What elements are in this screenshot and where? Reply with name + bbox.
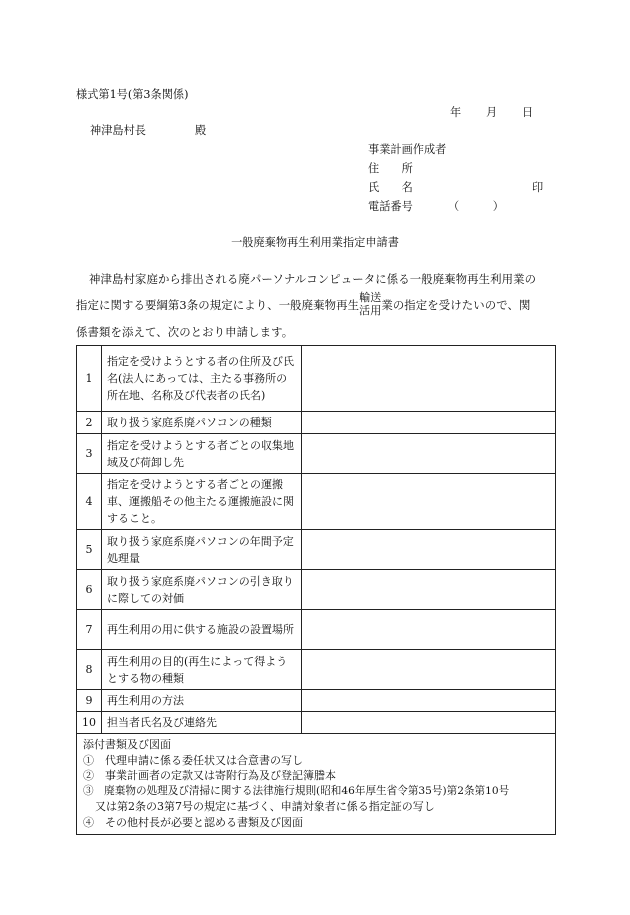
row-entry-field[interactable] — [302, 712, 556, 734]
body-line-2-post: 業の指定を受けたいので、関 — [381, 298, 531, 312]
row-label: 取り扱う家庭系廃パソコンの年間予定処理量 — [102, 530, 302, 570]
row-label: 指定を受けようとする者の住所及び氏名(法人にあっては、主たる事務所の所在地、名称及び代表者の氏名) — [102, 346, 302, 412]
row-entry-field[interactable] — [302, 412, 556, 434]
body-line-2 — [76, 292, 556, 319]
body-line-3: 係書類を添えて、次のとおり申請します。 — [76, 325, 294, 339]
application-table — [76, 345, 556, 835]
row-label: 再生利用の目的(再生によって得ようとする物の種類 — [102, 650, 302, 690]
table-row — [77, 530, 556, 570]
document-title: 一般廃棄物再生利用業指定申請書 — [231, 236, 399, 249]
row-entry-field[interactable] — [302, 530, 556, 570]
applicant-phone-label: 電話番号 — [368, 200, 413, 213]
attachments-cell — [77, 734, 556, 835]
attachment-item: ③ 廃棄物の処理及び清掃に関する法律施行規則(昭和46年厚生省令第35号)第2条第10号 — [83, 784, 510, 797]
row-number: 5 — [77, 530, 102, 570]
table-row — [77, 570, 556, 610]
row-entry-field[interactable] — [302, 690, 556, 712]
row-label: 取り扱う家庭系廃パソコンの種類 — [102, 412, 302, 434]
attachment-item: ④ その他村長が必要と認める書類及び図面 — [83, 815, 303, 829]
table-row — [77, 610, 556, 650]
body-paragraph — [76, 266, 556, 345]
recipient-honorific: 殿 — [195, 124, 207, 137]
row-number: 3 — [77, 434, 102, 474]
attachment-item: ① 代理申請に係る委任状又は合意書の写し — [83, 753, 303, 767]
body-line-2-pre: 指定に関する要綱第3条の規定により、一般廃棄物再生 — [76, 298, 360, 312]
table-row — [77, 346, 556, 412]
row-number: 2 — [77, 412, 102, 434]
row-entry-field[interactable] — [302, 650, 556, 690]
recipient-name: 神津島村長 — [90, 124, 146, 137]
row-label: 指定を受けようとする者ごとの収集地域及び荷卸し先 — [102, 434, 302, 474]
date-month: 月 — [486, 106, 498, 119]
row-number: 1 — [77, 346, 102, 412]
row-entry-field[interactable] — [302, 474, 556, 530]
row-number: 6 — [77, 570, 102, 610]
table-row — [77, 474, 556, 530]
row-entry-field[interactable] — [302, 610, 556, 650]
table-row — [77, 434, 556, 474]
applicant-address-label: 住 所 — [368, 162, 413, 175]
row-label: 再生利用の用に供する施設の設置場所 — [102, 610, 302, 650]
table-row — [77, 712, 556, 734]
row-entry-field[interactable] — [302, 434, 556, 474]
applicant-name-label: 氏 名 — [368, 181, 413, 194]
row-label: 再生利用の方法 — [102, 690, 302, 712]
row-number: 7 — [77, 610, 102, 650]
row-entry-field[interactable] — [302, 346, 556, 412]
table-row — [77, 690, 556, 712]
attachment-item: ② 事業計画者の定款又は寄附行為及び登記簿謄本 — [83, 769, 336, 782]
attachment-item-continued: 又は第2条の3第7号の規定に基づく、申請対象者に係る指定証の写し — [95, 800, 435, 813]
row-label: 取り扱う家庭系廃パソコンの引き取りに際しての対価 — [102, 570, 302, 610]
business-type-choice — [359, 291, 381, 317]
row-number: 4 — [77, 474, 102, 530]
choice-transport: 輸送 — [359, 291, 382, 304]
applicant-title: 事業計画作成者 — [368, 143, 447, 156]
applicant-phone-parens: （ ） — [448, 200, 504, 213]
seal-mark: 印 — [532, 181, 544, 194]
row-entry-field[interactable] — [302, 570, 556, 610]
attachments-heading: 添付書類及び図面 — [83, 738, 171, 751]
row-number: 10 — [77, 712, 102, 734]
table-row — [77, 650, 556, 690]
row-number: 9 — [77, 690, 102, 712]
date-year: 年 — [450, 106, 462, 119]
table-row — [77, 412, 556, 434]
row-label: 指定を受けようとする者ごとの運搬車、運搬船その他主たる運搬施設に関すること。 — [102, 474, 302, 530]
attachments-row — [77, 734, 556, 835]
row-label: 担当者氏名及び連絡先 — [102, 712, 302, 734]
form-number: 様式第1号(第3条関係) — [76, 88, 189, 101]
choice-utilize: 活用 — [359, 304, 382, 317]
row-number: 8 — [77, 650, 102, 690]
date-day: 日 — [522, 106, 534, 119]
body-line-1: 神津島村家庭から排出される廃パーソナルコンピュータに係る一般廃棄物再生利用業の — [89, 272, 537, 286]
